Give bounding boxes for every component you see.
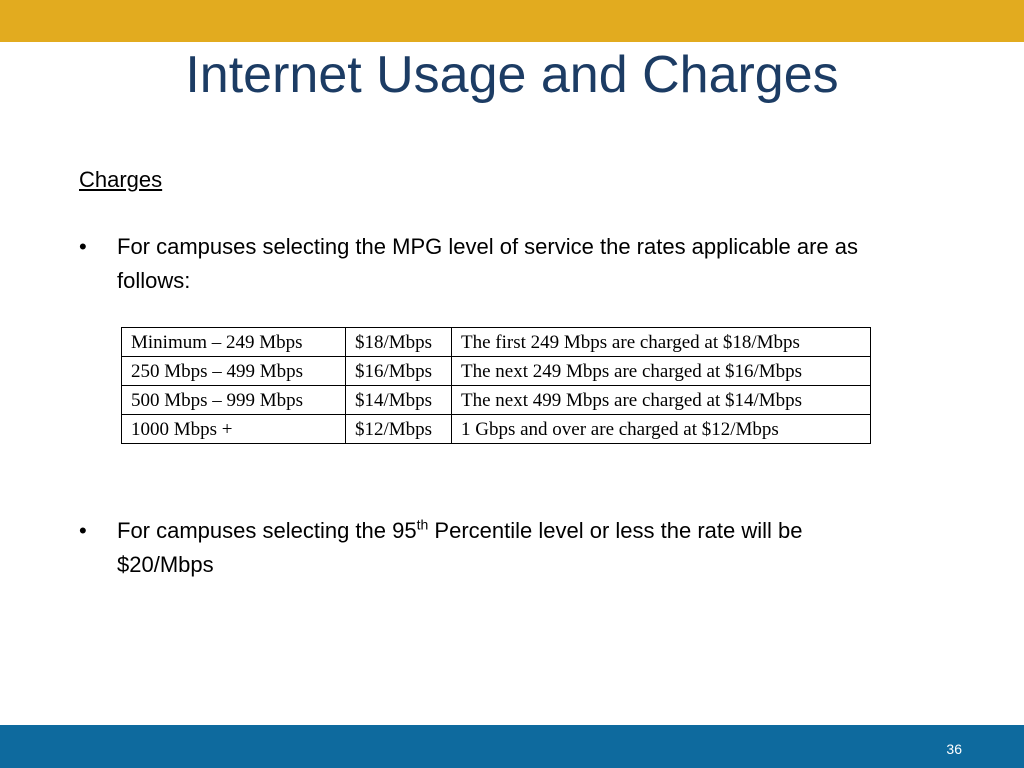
table-row — [122, 357, 871, 386]
table-row — [122, 386, 871, 415]
rates-table — [121, 327, 871, 444]
table-cell-note: 1 Gbps and over are charged at $12/Mbps — [452, 415, 871, 444]
bullet-item-mpg — [79, 230, 869, 298]
section-heading: Charges — [79, 167, 163, 192]
bullet-item-95th-percentile — [79, 514, 869, 582]
table-cell-range: Minimum – 249 Mbps — [122, 328, 346, 357]
footer-bar — [0, 725, 1024, 768]
ordinal-suffix: th — [416, 516, 429, 533]
page-number: 36 — [946, 741, 962, 757]
bullet-text — [117, 514, 869, 582]
table-cell-rate: $12/Mbps — [346, 415, 452, 444]
table-cell-note: The next 499 Mbps are charged at $14/Mbps — [452, 386, 871, 415]
table-row — [122, 415, 871, 444]
table-cell-rate: $18/Mbps — [346, 328, 452, 357]
bullet-icon: • — [79, 234, 87, 259]
bullet-text-start: For campuses selecting the 95 — [117, 518, 417, 543]
table-cell-note: The first 249 Mbps are charged at $18/Mbps — [452, 328, 871, 357]
bullet-text: For campuses selecting the MPG level of service the rates applicable are as follows: — [117, 234, 859, 293]
table-row — [122, 328, 871, 357]
table-cell-range: 1000 Mbps + — [122, 415, 346, 444]
top-accent-bar — [0, 0, 1024, 42]
table-cell-range: 250 Mbps – 499 Mbps — [122, 357, 346, 386]
bullet-text-end: Percentile level or less the rate will be $20/Mbps — [117, 518, 803, 577]
table-cell-note: The next 249 Mbps are charged at $16/Mbps — [452, 357, 871, 386]
table-cell-range: 500 Mbps – 999 Mbps — [122, 386, 346, 415]
bullet-icon: • — [79, 518, 87, 543]
table-cell-rate: $16/Mbps — [346, 357, 452, 386]
table-cell-rate: $14/Mbps — [346, 386, 452, 415]
slide-title: Internet Usage and Charges — [185, 46, 839, 104]
